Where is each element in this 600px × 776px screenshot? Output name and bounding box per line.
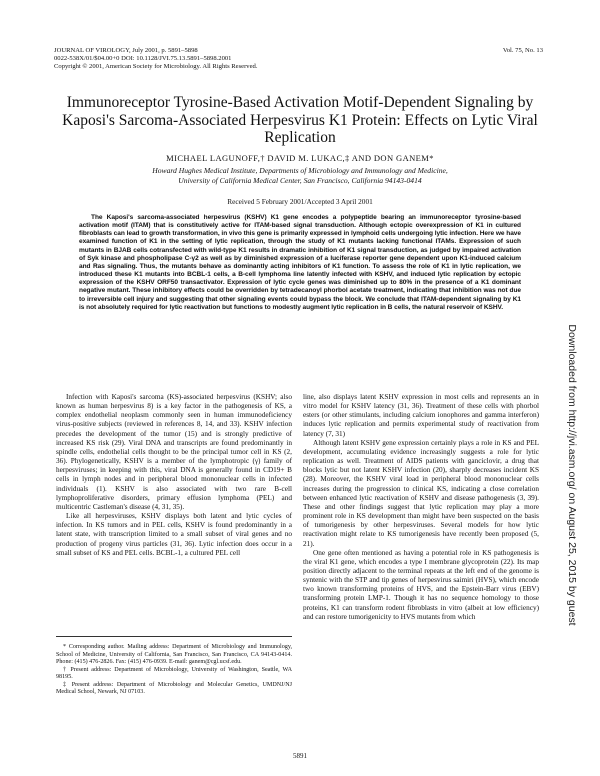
- journal-citation: JOURNAL OF VIROLOGY, July 2001, p. 5891–5898: [54, 47, 198, 54]
- doi-line: 0022-538X/01/$04.00+0 DOI: 10.1128/JVI.75.13.5891–5898.2001: [54, 55, 232, 62]
- page-number: 5891: [293, 752, 307, 760]
- body-paragraph: Infection with Kaposi's sarcoma (KS)-associated herpesvirus (KSHV; also known as human herpesvirus 8) is a key factor in the pathogenesis of KS, a complex endothelial neoplasm commonly seen in human immunodeficiency virus-positive subjects (reviewed in references 8, 14, and 33). KSHV infection precedes the development of the tumor (15) and is strongly predictive of increased KS risk (29). Viral DNA and transcripts are found predominantly in spindle cells, endothelial cells thought to be the principal tumor cell in KS (2, 36). Phylogenetically, KSHV is a member of the lymphotropic (γ) family of herpesviruses; in keeping with this, viral DNA is generally found in CD19+ B cells in lymph nodes and in peripheral blood mononuclear cells in infected individuals (1). KSHV is also associated with two rare B-cell lymphoproliferative disorders, primary effusion lymphoma (PEL) and multicentric Castleman's disease (4, 31, 35).: [56, 393, 292, 511]
- body-paragraph: Although latent KSHV gene expression certainly plays a role in KS and PEL development, accumulating evidence increasingly suggests a role for lytic replication as well. Treatment of AIDS patients with ganciclovir, a drug that blocks lytic but not latent KSHV infection (20), sharply decreases incident KS (28). Moreover, the KSHV viral load in peripheral blood mononuclear cells increases during the progression to clinical KS, indicating a close correlation between enhanced lytic reactivation of KSHV and disease pathogenesis (3, 39). These and other findings suggest that lytic replication may play a more prominent role in KS development than might have been suspected on the basis of tumorigenesis by other herpesviruses. Several models for how lytic reactivation might relate to KS tumorigenesis have recently been proposed (5, 21).: [303, 438, 539, 548]
- footnotes: [56, 636, 292, 697]
- present-address-note: † Present address: Department of Microbiology, University of Washington, Seattle, WA 98195.: [56, 666, 292, 681]
- body-paragraph: line, also displays latent KSHV expression in most cells and represents an in vitro model for KSHV latency (31, 36). Treatment of these cells with phorbol esters (or other stimulants, including calcium ionophores and gamma interferon) induces lytic replication and permits experimental study of reactivation from latency (7, 31): [303, 393, 539, 438]
- copyright-line: Copyright © 2001, American Society for Microbiology. All Rights Reserved.: [54, 63, 258, 70]
- body-column-right: [303, 393, 539, 622]
- received-dates: Received 5 February 2001/Accepted 3 April 2001: [227, 197, 373, 206]
- body-paragraph: One gene often mentioned as having a potential role in KS pathogenesis is the viral K1 gene, which encodes a type I membrane glycoprotein (22). Its map position directly adjacent to the terminal repeats at the left end of the genome is syntenic with the STP and tip genes of herpesvirus saimiri (HVS), which encode two known transforming proteins of HVS, and the Epstein-Barr virus (EBV) transforming protein LMP-1. Though it has no sequence homology to those proteins, K1 can transform rodent fibroblasts in vitro (albeit at low efficiency) and can restore tumorigenicity to HVS mutants from which: [303, 548, 539, 621]
- body-paragraph: Like all herpesviruses, KSHV displays both latent and lytic cycles of infection. In KS tumors and in PEL cells, KSHV is found predominantly in a latent state, with transcription limited to a small subset of viral genes and no production of progeny virus particles (31, 36). Lytic infection does occur in a small subset of KS and PEL cells. BCBL-1, a cultured PEL cell: [56, 512, 292, 557]
- body-column-left: [56, 393, 292, 558]
- corresponding-author-note: * Corresponding author. Mailing address: Department of Microbiology and Immunology, School of Medicine, University of California, San Francisco, San Francisco, CA 94143-0414. Phone: (415) 476-2826. Fax: (415) 476-0939. E-mail: ganem@cgl.ucsf.edu.: [56, 644, 292, 666]
- affiliation-line-2: University of California Medical Center, San Francisco, California 94143-0414: [178, 175, 422, 185]
- affiliation: [56, 166, 544, 185]
- present-address-note: ‡ Present address: Department of Microbiology and Molecular Genetics, UMDNJ/NJ Medical School, Newark, NJ 07103.: [56, 681, 292, 696]
- affiliation-line-1: Howard Hughes Medical Institute, Departments of Microbiology and Immunology and Medicine,: [152, 166, 448, 175]
- abstract: The Kaposi's sarcoma-associated herpesvirus (KSHV) K1 gene encodes a polypeptide bearing an immunoreceptor tyrosine-based activation motif (ITAM) that is constitutively active for ITAM-based signal transduction. Although ectopic overexpression of K1 in cultured fibroblasts can lead to growth transformation, in vivo this gene is primarily expressed in lymphoid cells undergoing lytic infection. Here we have examined function of K1 in the setting of lytic replication, through the study of K1 mutants lacking functional ITAMs. Expression of such mutants in BJAB cells cotransfected with wild-type K1 results in dramatic inhibition of K1 signal transduction, as judged by impaired activation of Syk kinase and phospholipase C-γ2 as well as by diminished expression of a luciferase reporter gene dependent upon K1-induced calcium and Ras signaling. Thus, the mutants behave as dominantly acting inhibitors of K1 function. To assess the role of K1 in lytic replication, we introduced these K1 mutants into BCBL-1 cells, a B-cell lymphoma line latently infected with KSHV, and induced lytic replication by ectopic expression of the KSHV ORF50 transactivator. Expression of lytic cycle genes was diminished up to 80% in the presence of a K1 dominant negative mutant. These inhibitory effects could be overridden by tetradecanoyl phorbol acetate treatment, indicating that inhibition was not due to irreversible cell injury and suggesting that other signaling events could bypass the block. We conclude that ITAM-dependent signaling by K1 is not absolutely required for lytic reactivation but functions to modestly augment lytic replication in B cells, the natural reservoir of KSHV.: [79, 214, 521, 311]
- journal-header: [54, 47, 257, 71]
- download-watermark-text: Downloaded from http://jvi.asm.org/ on August 25, 2015 by guest: [566, 324, 578, 626]
- article-title: Immunoreceptor Tyrosine-Based Activation Motif-Dependent Signaling by Kaposi's Sarcoma-Associated Herpesvirus K1 Protein: Effects on Lytic Viral Replication: [62, 94, 538, 146]
- author-list: MICHAEL LAGUNOFF,† DAVID M. LUKAC,‡ AND DON GANEM*: [166, 153, 434, 163]
- volume-label: Vol. 75, No. 13: [502, 47, 543, 54]
